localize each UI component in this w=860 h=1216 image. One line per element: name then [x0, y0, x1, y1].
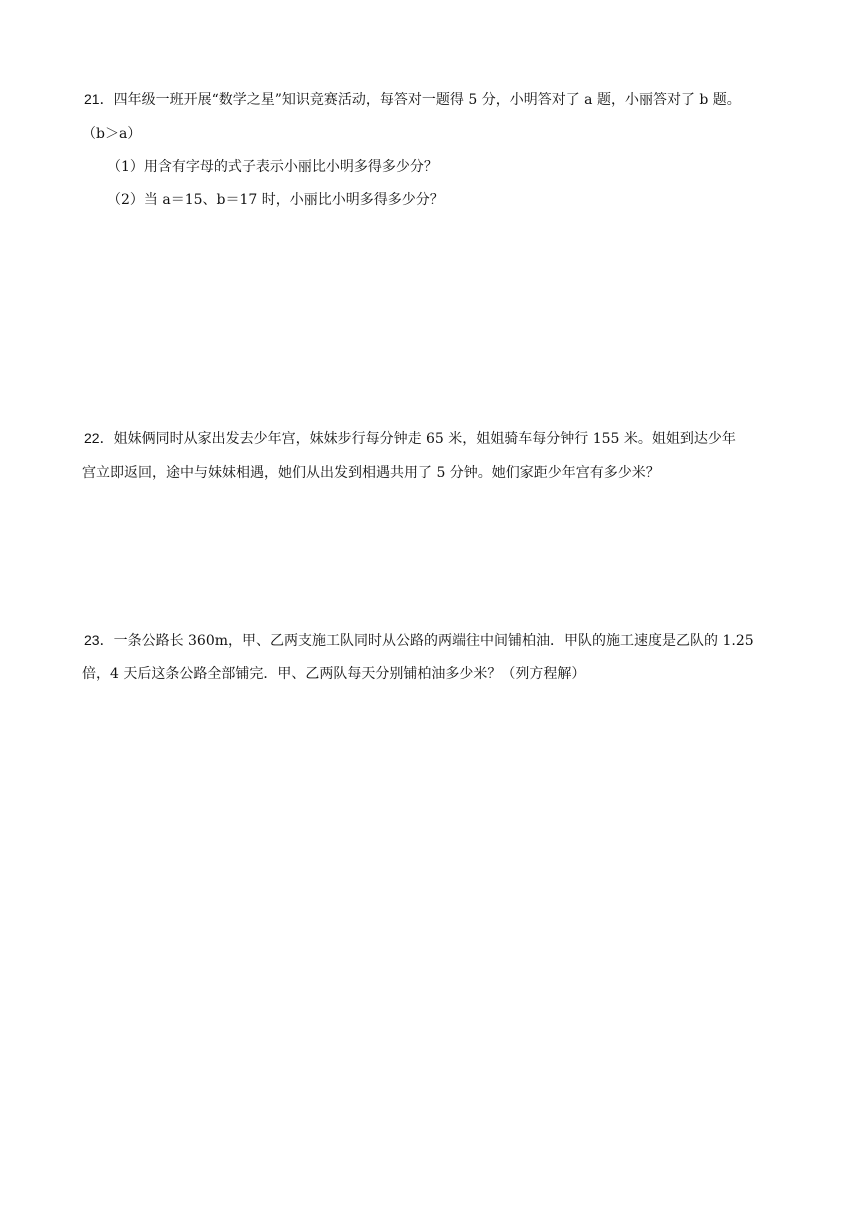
question-23-text: 一条公路长 360m，甲、乙两支施工队同时从公路的两端往中间铺柏油．甲队的施工速度是乙队的 1.25	[113, 633, 754, 649]
question-23-line-2: 倍，4 天后这条公路全部铺完．甲、乙两队每天分别铺柏油多少米？（列方程解）	[82, 666, 586, 682]
question-21-part-2: （2）当 a＝15、b＝17 时，小丽比小明多得多少分？	[107, 192, 444, 208]
question-21-part-1: （1）用含有字母的式子表示小丽比小明多得多少分？	[107, 159, 438, 175]
question-23-number: 23．	[84, 632, 114, 648]
question-21-condition: （b＞a）	[82, 126, 142, 142]
question-23-line-1	[84, 630, 754, 651]
question-22-number: 22．	[84, 430, 114, 446]
question-22-line-1	[84, 428, 736, 449]
question-21-number: 21．	[84, 91, 114, 107]
question-22-line-2: 宫立即返回，途中与妹妹相遇，她们从出发到相遇共用了 5 分钟。她们家距少年宫有多少米？	[82, 465, 660, 481]
question-21-line-1	[84, 89, 741, 110]
question-21-text: 四年级一班开展“数学之星”知识竞赛活动，每答对一题得 5 分，小明答对了 a 题，小丽答对了 b 题。	[113, 92, 741, 108]
question-22-text: 姐妹俩同时从家出发去少年宫，妹妹步行每分钟走 65 米，姐姐骑车每分钟行 155 米。姐姐到达少年	[113, 431, 736, 447]
